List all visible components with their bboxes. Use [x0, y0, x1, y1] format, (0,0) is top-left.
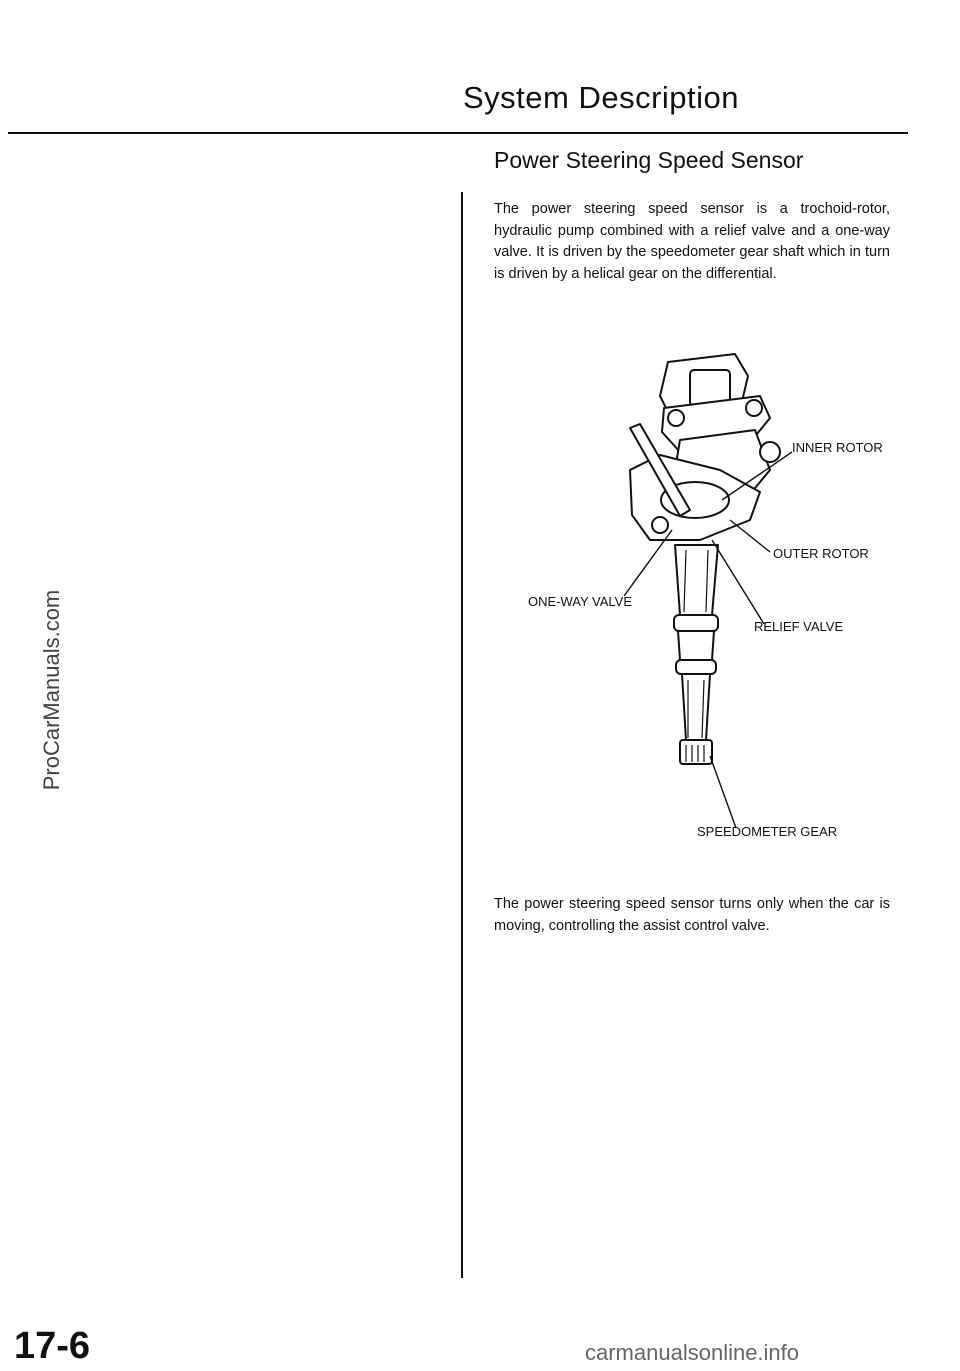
leader-speedometer-gear — [710, 756, 736, 828]
housing-hole — [652, 517, 668, 533]
column-divider — [461, 192, 463, 1278]
flange-bolt-left — [668, 410, 684, 426]
leader-relief-valve — [712, 540, 764, 624]
speed-sensor-diagram — [480, 340, 900, 860]
shaft-collar-lower — [676, 660, 716, 674]
title-divider — [8, 132, 908, 134]
footer-paragraph: The power steering speed sensor turns only when the car is moving, controlling the assist control valve. — [494, 896, 890, 934]
watermark-bottom: carmanualsonline.info — [585, 1340, 800, 1365]
label-relief-valve: RELIEF VALVE — [754, 619, 844, 634]
leader-one-way-valve — [624, 530, 672, 596]
page-number: 17-6 — [14, 1325, 91, 1367]
label-speedometer-gear: SPEEDOMETER GEAR — [697, 824, 838, 839]
watermark-left: ProCarManuals.com — [39, 589, 64, 791]
section-heading: Power Steering Speed Sensor — [494, 147, 804, 173]
page-title: System Description — [463, 80, 740, 115]
leader-outer-rotor — [730, 520, 770, 552]
shaft-upper — [675, 545, 718, 615]
shaft-collar-upper — [674, 615, 718, 631]
label-inner-rotor: INNER ROTOR — [792, 440, 883, 455]
shaft-middle — [678, 631, 714, 660]
speedometer-gear-shape — [680, 740, 712, 764]
intro-paragraph: The power steering speed sensor is a trochoid-rotor, hydraulic pump combined with a relief valve and a one-way valve. It is driven by the speedometer gear shaft which in turn is driven by a helical gear on the differential. — [494, 201, 890, 282]
flange-bolt-right — [746, 400, 762, 416]
shaft-lower — [682, 674, 710, 740]
body-plug — [760, 442, 780, 462]
label-one-way-valve: ONE-WAY VALVE — [528, 594, 633, 609]
label-outer-rotor: OUTER ROTOR — [773, 546, 869, 561]
